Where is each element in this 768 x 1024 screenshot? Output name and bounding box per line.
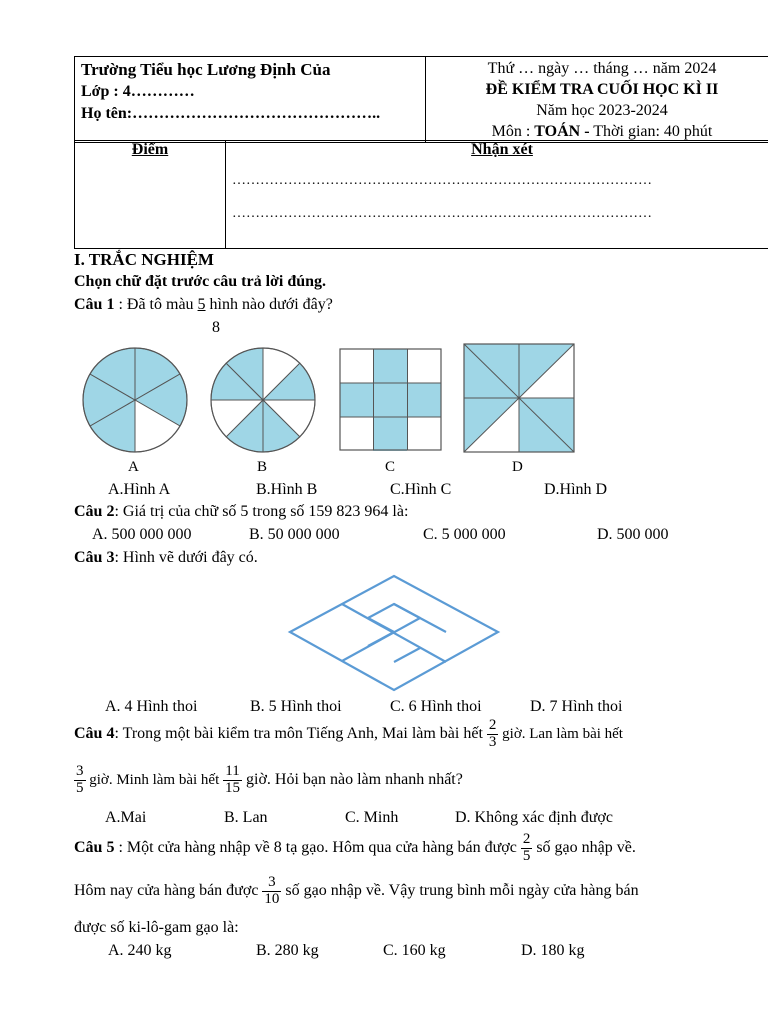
fig-label-c: C xyxy=(385,459,396,475)
comment-label: Nhận xét xyxy=(471,141,533,158)
fig-label-b: B xyxy=(257,459,268,475)
q2-option-d[interactable]: D. 500 000 xyxy=(597,526,669,543)
q5-option-a[interactable]: A. 240 kg xyxy=(108,942,172,959)
q5-fraction-today: $\frac{3}{10}$ xyxy=(264,874,280,907)
q4-option-a[interactable]: A.Mai xyxy=(105,809,147,826)
q4-fraction-lan: $\frac{3}{5}$ xyxy=(76,763,84,796)
q4-line-2: $\frac{3}{5}$ giờ. Minh làm bài hết $\frac{11}{15}$ giờ. Hỏi bạn nào làm nhanh nhất? xyxy=(76,763,463,796)
date-line: Thứ … ngày … tháng … năm 2024 xyxy=(487,60,717,77)
q5-fraction-yesterday: $\frac{2}{5}$ xyxy=(522,831,531,864)
q1-option-c[interactable]: C.Hình C xyxy=(390,481,452,498)
section-title: I. TRẮC NGHIỆM xyxy=(74,250,214,269)
figure-b-circle xyxy=(208,345,318,455)
q3-text: Câu 3: Hình vẽ dưới đây có. xyxy=(74,549,258,566)
fig-label-d: D xyxy=(512,459,523,475)
q3-option-c[interactable]: C. 6 Hình thoi xyxy=(390,698,482,715)
q3-option-b[interactable]: B. 5 Hình thoi xyxy=(250,698,342,715)
q4-option-b[interactable]: B. Lan xyxy=(224,809,268,826)
name-field[interactable]: Họ tên:……………………………………….. xyxy=(81,105,381,122)
school-year: Năm học 2023-2024 xyxy=(536,102,668,119)
student-info-cell xyxy=(75,57,426,143)
q1-option-b[interactable]: B.Hình B xyxy=(256,481,318,498)
q1-numerator: 5 xyxy=(197,296,206,313)
q1-option-a[interactable]: A.Hình A xyxy=(108,481,171,498)
exam-title: ĐỀ KIỂM TRA CUỐI HỌC KÌ II xyxy=(485,81,719,98)
q4-fraction-mai: $\frac{2}{3}$ xyxy=(488,717,497,750)
q1-text: Câu 1 : Đã tô màu 5 hình nào dưới đây? xyxy=(74,296,333,313)
comment-cell xyxy=(226,141,768,249)
q4-option-d[interactable]: D. Không xác định được xyxy=(455,809,613,826)
score-label: Điểm xyxy=(131,141,169,158)
comment-dots-1[interactable]: ……………………………………………………………………………… xyxy=(232,173,652,188)
q4-option-c[interactable]: C. Minh xyxy=(345,809,399,826)
q1-denominator: 8 xyxy=(212,319,220,336)
figure-a-circle xyxy=(80,345,190,455)
comment-dots-2[interactable]: ……………………………………………………………………………… xyxy=(232,206,652,221)
q1-option-d[interactable]: D.Hình D xyxy=(544,481,608,498)
q2-option-b[interactable]: B. 50 000 000 xyxy=(249,526,340,543)
q5-option-d[interactable]: D. 180 kg xyxy=(521,942,585,959)
figure-d-square xyxy=(462,342,577,454)
q3-option-d[interactable]: D. 7 Hình thoi xyxy=(530,698,623,715)
fig-label-a: A xyxy=(128,459,139,475)
score-table xyxy=(74,140,768,249)
score-cell xyxy=(75,141,226,249)
q4-line-1: Câu 4: Trong một bài kiểm tra môn Tiếng Anh, Mai làm bài hết $\frac{2}{3}$ giờ. Lan làm bài hết xyxy=(74,717,623,750)
subject-line: Môn : TOÁN - Thời gian: 40 phút xyxy=(491,123,713,140)
q5-option-b[interactable]: B. 280 kg xyxy=(256,942,319,959)
q5-line-3: được số ki-lô-gam gạo là: xyxy=(74,919,239,936)
q4-fraction-minh: $\frac{11}{15}$ xyxy=(225,763,240,796)
q2-option-a[interactable]: A. 500 000 000 xyxy=(92,526,192,543)
q5-line-2: Hôm nay cửa hàng bán được $\frac{3}{10}$ số gạo nhập về. Vậy trung bình mỗi ngày cửa hàng bán xyxy=(74,874,639,907)
exam-info-cell xyxy=(426,57,768,143)
q3-option-a[interactable]: A. 4 Hình thoi xyxy=(105,698,198,715)
q3-rhombus-figure xyxy=(288,574,500,692)
figure-c-grid xyxy=(338,347,444,453)
q2-option-c[interactable]: C. 5 000 000 xyxy=(423,526,506,543)
header-table xyxy=(74,56,768,143)
q5-option-c[interactable]: C. 160 kg xyxy=(383,942,446,959)
q2-text: Câu 2: Giá trị của chữ số 5 trong số 159 823 964 là: xyxy=(74,503,409,520)
q5-line-1: Câu 5 : Một cửa hàng nhập về 8 tạ gạo. Hôm qua cửa hàng bán được $\frac{2}{5}$ số gạo nhập về. xyxy=(74,831,636,864)
school-name: Trường Tiểu học Lương Định Của xyxy=(81,60,331,79)
class-field[interactable]: Lớp : 4………… xyxy=(81,83,195,100)
section-instruction: Chọn chữ đặt trước câu trả lời đúng. xyxy=(74,273,327,290)
